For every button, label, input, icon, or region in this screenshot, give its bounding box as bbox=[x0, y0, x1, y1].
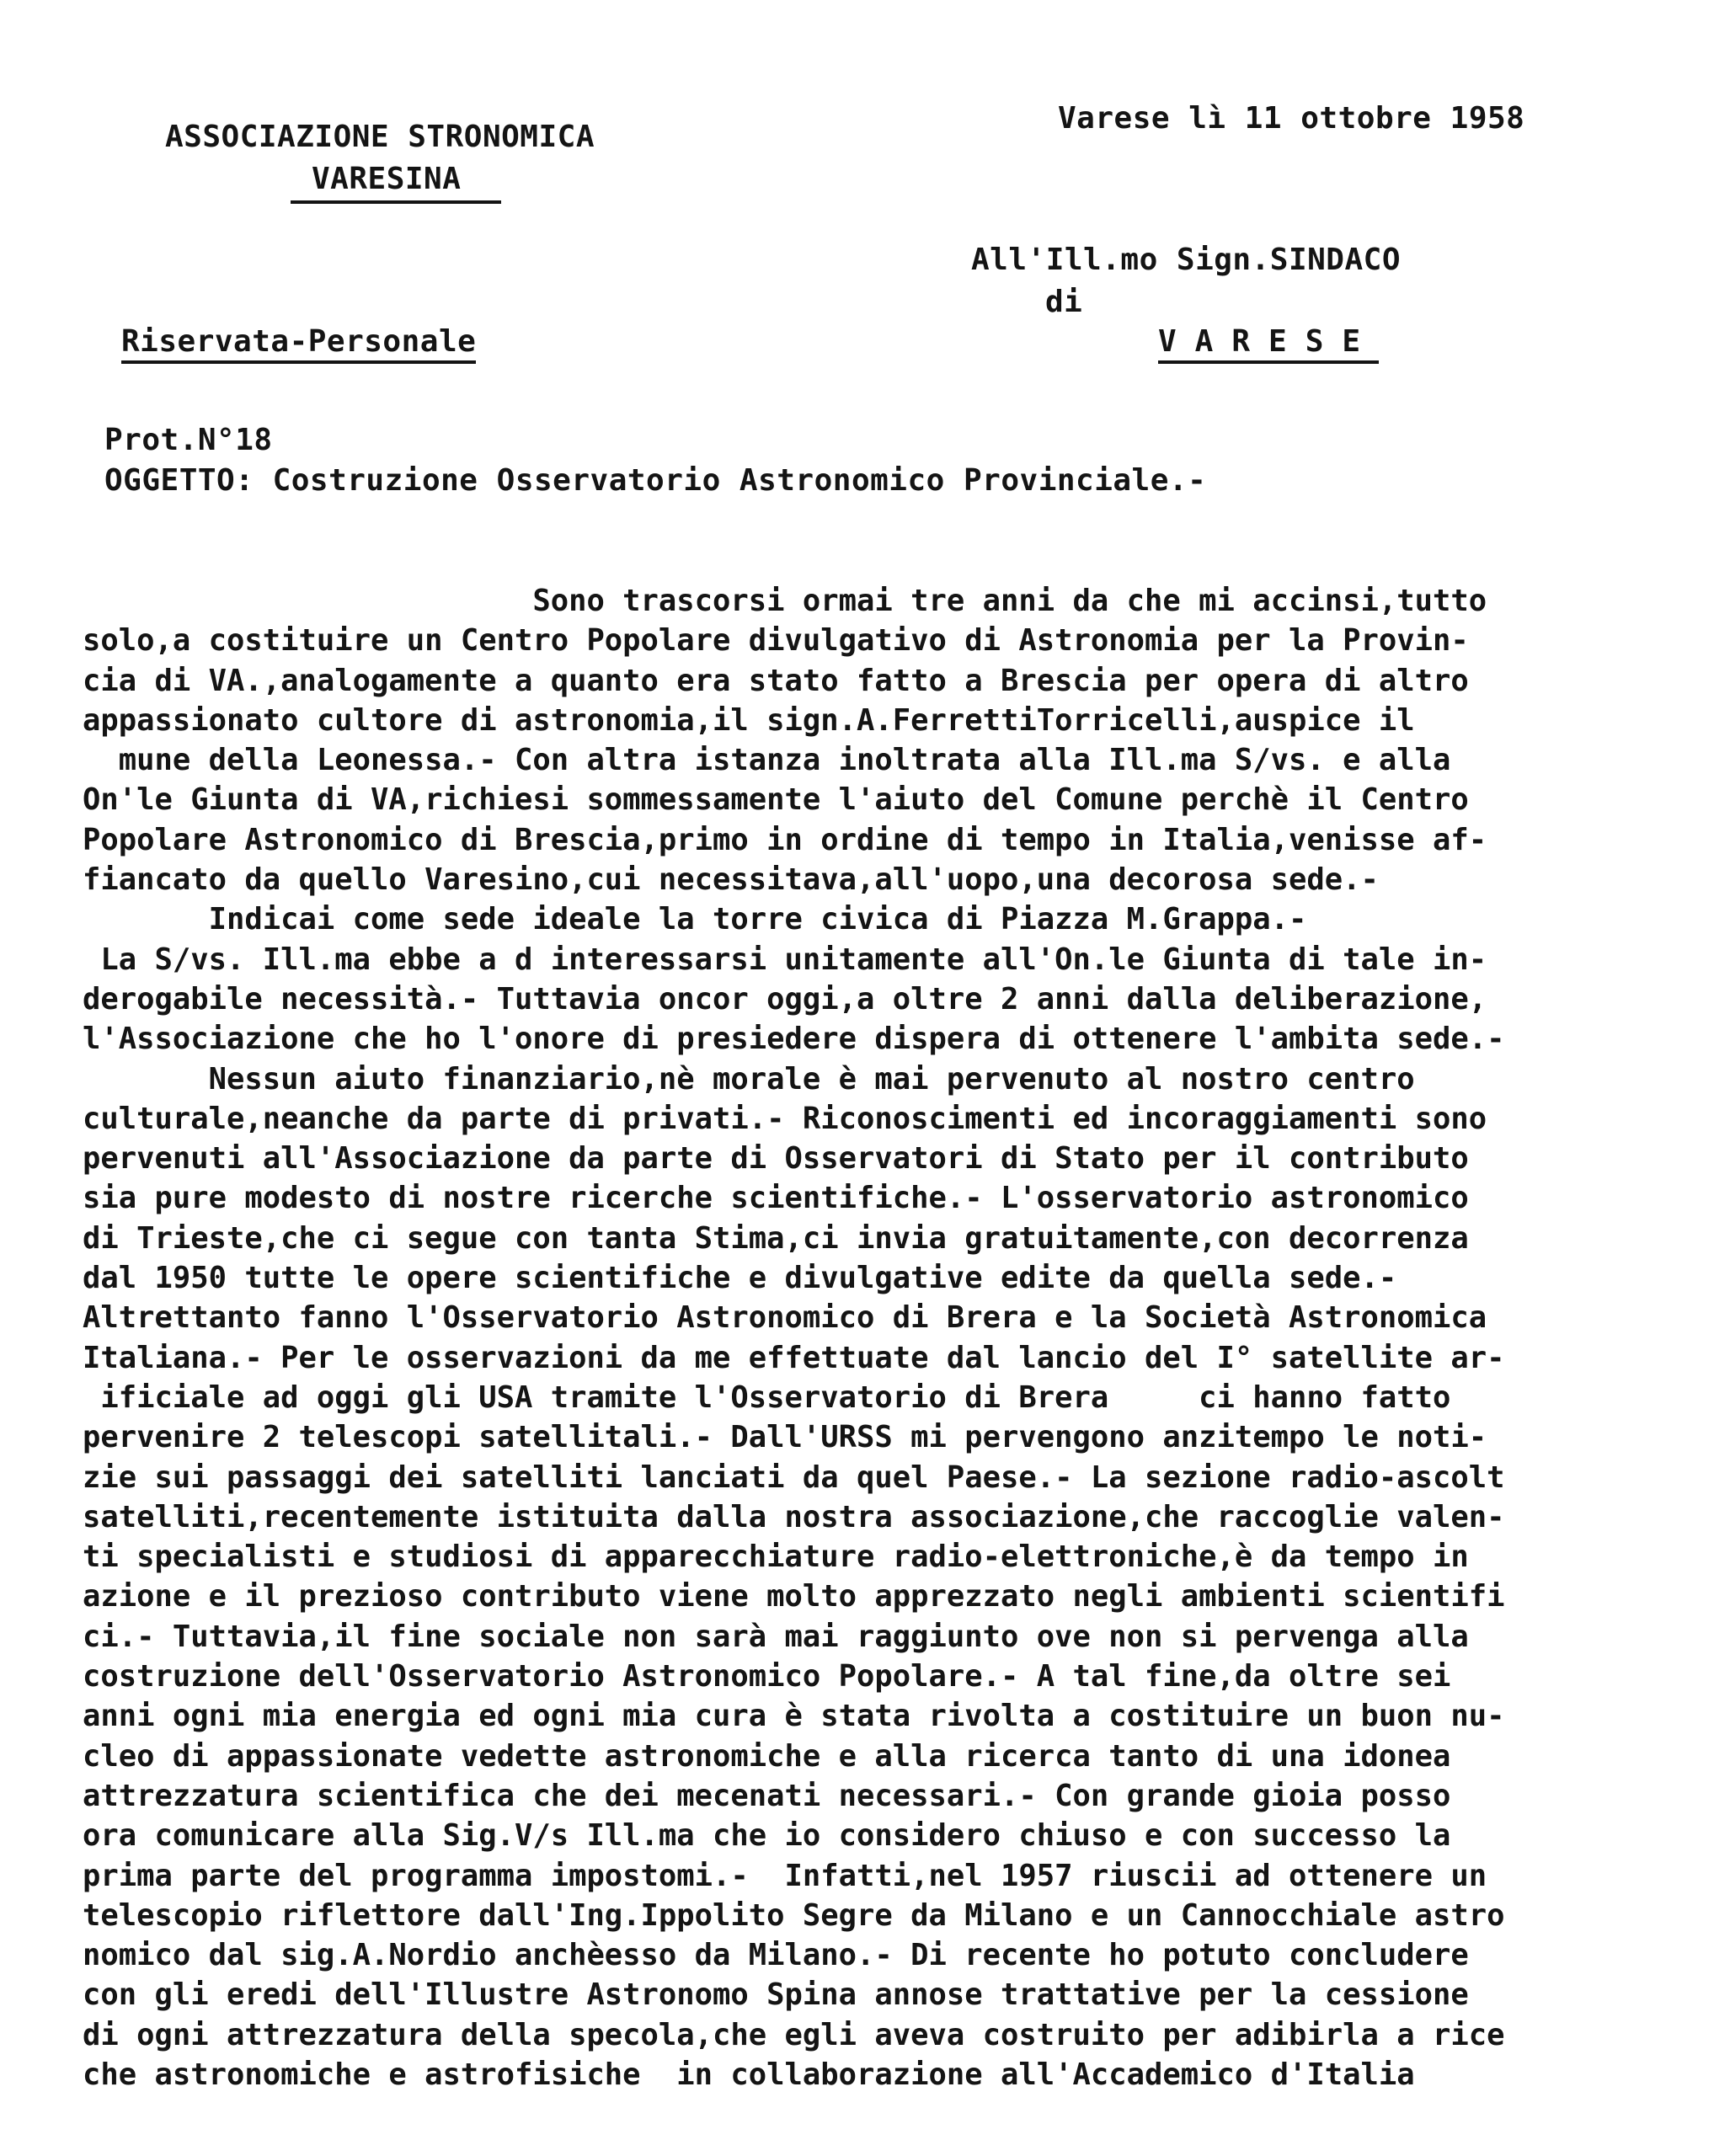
body-line: azione e il prezioso contributo viene molto apprezzato negli ambienti scientifi bbox=[83, 1579, 1505, 1614]
body-line: appassionato cultore di astronomia,il sign.A.FerrettiTorricelli,auspice il bbox=[83, 702, 1415, 738]
sender-name-line2: VARESINA bbox=[312, 162, 462, 196]
body-line: Sono trascorsi ormai tre anni da che mi accinsi,tutto bbox=[83, 584, 1487, 618]
body-line: l'Associazione che ho l'onore di presiedere dispera di ottenere l'ambita sede.- bbox=[83, 1022, 1505, 1057]
body-line: On'le Giunta di VA,richiesi sommessamente l'aiuto del Comune perchè il Centro bbox=[83, 782, 1469, 818]
body-line: La S/vs. Ill.ma ebbe a d interessarsi unitamente all'On.le Giunta di tale in- bbox=[83, 942, 1487, 977]
sender-name-line1: ASSOCIAZIONE STRONOMICA bbox=[165, 120, 595, 154]
body-line: culturale,neanche da parte di privati.- Riconoscimenti ed incoraggiamenti sono bbox=[83, 1101, 1487, 1136]
body-line: pervenuti all'Associazione da parte di Osservatori di Stato per il contributo bbox=[83, 1141, 1469, 1177]
body-line: ci.- Tuttavia,il fine sociale non sarà mai raggiunto ove non si pervenga alla bbox=[83, 1619, 1469, 1654]
body-line: dal 1950 tutte le opere scientifiche e divulgative edite da quella sede.- bbox=[83, 1261, 1397, 1296]
body-line: Nessun aiuto finanziario,nè morale è mai pervenuto al nostro centro bbox=[83, 1061, 1415, 1097]
confidential-label: Riservata-Personale bbox=[121, 324, 476, 364]
sender-underline bbox=[291, 200, 501, 204]
body-line: costruzione dell'Osservatorio Astronomico Popolare.- A tal fine,da oltre sei bbox=[83, 1659, 1451, 1694]
body-line: cleo di appassionate vedette astronomiche e alla ricerca tanto di una idonea bbox=[83, 1738, 1451, 1774]
body-line: pervenire 2 telescopi satellitali.- Dall'URSS mi pervengono anzitempo le noti- bbox=[83, 1420, 1487, 1455]
body-line: sia pure modesto di nostre ricerche scientifiche.- L'osservatorio astronomico bbox=[83, 1181, 1469, 1216]
recipient-line2: di bbox=[1045, 285, 1083, 319]
body-line: nomico dal sig.A.Nordio anchèesso da Milano.- Di recente ho potuto concludere bbox=[83, 1938, 1469, 1973]
body-line: di ogni attrezzatura della specola,che egli aveva costruito per adibirla a rice bbox=[83, 2017, 1505, 2052]
body-line: con gli eredi dell'Illustre Astronomo Spina annose trattative per la cessione bbox=[83, 1977, 1469, 2013]
body-line: satelliti,recentemente istituita dalla nostra associazione,che raccoglie valen- bbox=[83, 1499, 1505, 1534]
body-line: ificiale ad oggi gli USA tramite l'Osservatorio di Brera ci hanno fatto bbox=[83, 1380, 1451, 1415]
body-line: zie sui passaggi dei satelliti lanciati da quel Paese.- La sezione radio-ascolt bbox=[83, 1460, 1505, 1495]
body-line: prima parte del programma impostomi.- Infatti,nel 1957 riuscii ad ottenere un bbox=[83, 1858, 1487, 1893]
recipient-city: VARESE bbox=[1158, 324, 1379, 364]
body-line: fiancato da quello Varesino,cui necessitava,all'uopo,una decorosa sede.- bbox=[83, 862, 1379, 898]
body-line: Indicai come sede ideale la torre civica di Piazza M.Grappa.- bbox=[83, 902, 1307, 937]
body-line: che astronomiche e astrofisiche in collaborazione all'Accademico d'Italia bbox=[83, 2057, 1415, 2092]
letter-date: Varese lì 11 ottobre 1958 bbox=[1058, 101, 1525, 136]
body-line: ti specialisti e studiosi di apparecchiature radio-elettroniche,è da tempo in bbox=[83, 1540, 1469, 1575]
body-line: mune della Leonessa.- Con altra istanza inoltrata alla Ill.ma S/vs. e alla bbox=[83, 743, 1451, 778]
subject-line: OGGETTO: Costruzione Osservatorio Astronomico Provinciale.- bbox=[104, 463, 1207, 498]
body-line: Popolare Astronomico di Brescia,primo in ordine di tempo in Italia,venisse af- bbox=[83, 822, 1487, 857]
body-line: Italiana.- Per le osservazioni da me effettuate dal lancio del I° satellite ar- bbox=[83, 1340, 1505, 1375]
body-line: derogabile necessità.- Tuttavia oncor oggi,a oltre 2 anni dalla deliberazione, bbox=[83, 981, 1487, 1017]
body-line: solo,a costituire un Centro Popolare divulgativo di Astronomia per la Provin- bbox=[83, 623, 1469, 659]
body-line: anni ogni mia energia ed ogni mia cura è stata rivolta a costituire un buon nu- bbox=[83, 1699, 1505, 1734]
recipient-line1: All'Ill.mo Sign.SINDACO bbox=[971, 243, 1401, 277]
body-line: attrezzatura scientifica che dei mecenati necessari.- Con grande gioia posso bbox=[83, 1778, 1451, 1813]
body-line: ora comunicare alla Sig.V/s Ill.ma che io considero chiuso e con successo la bbox=[83, 1818, 1451, 1854]
letter-body bbox=[83, 581, 1708, 2095]
body-line: telescopio riflettore dall'Ing.Ippolito Segre da Milano e un Cannocchiale astro bbox=[83, 1897, 1505, 1933]
body-line: di Trieste,che ci segue con tanta Stima,ci invia gratuitamente,con decorrenza bbox=[83, 1220, 1469, 1256]
body-line: cia di VA.,analogamente a quanto era stato fatto a Brescia per opera di altro bbox=[83, 663, 1469, 698]
protocol-number: Prot.N°18 bbox=[104, 423, 273, 457]
body-line: Altrettanto fanno l'Osservatorio Astronomico di Brera e la Società Astronomica bbox=[83, 1300, 1487, 1336]
